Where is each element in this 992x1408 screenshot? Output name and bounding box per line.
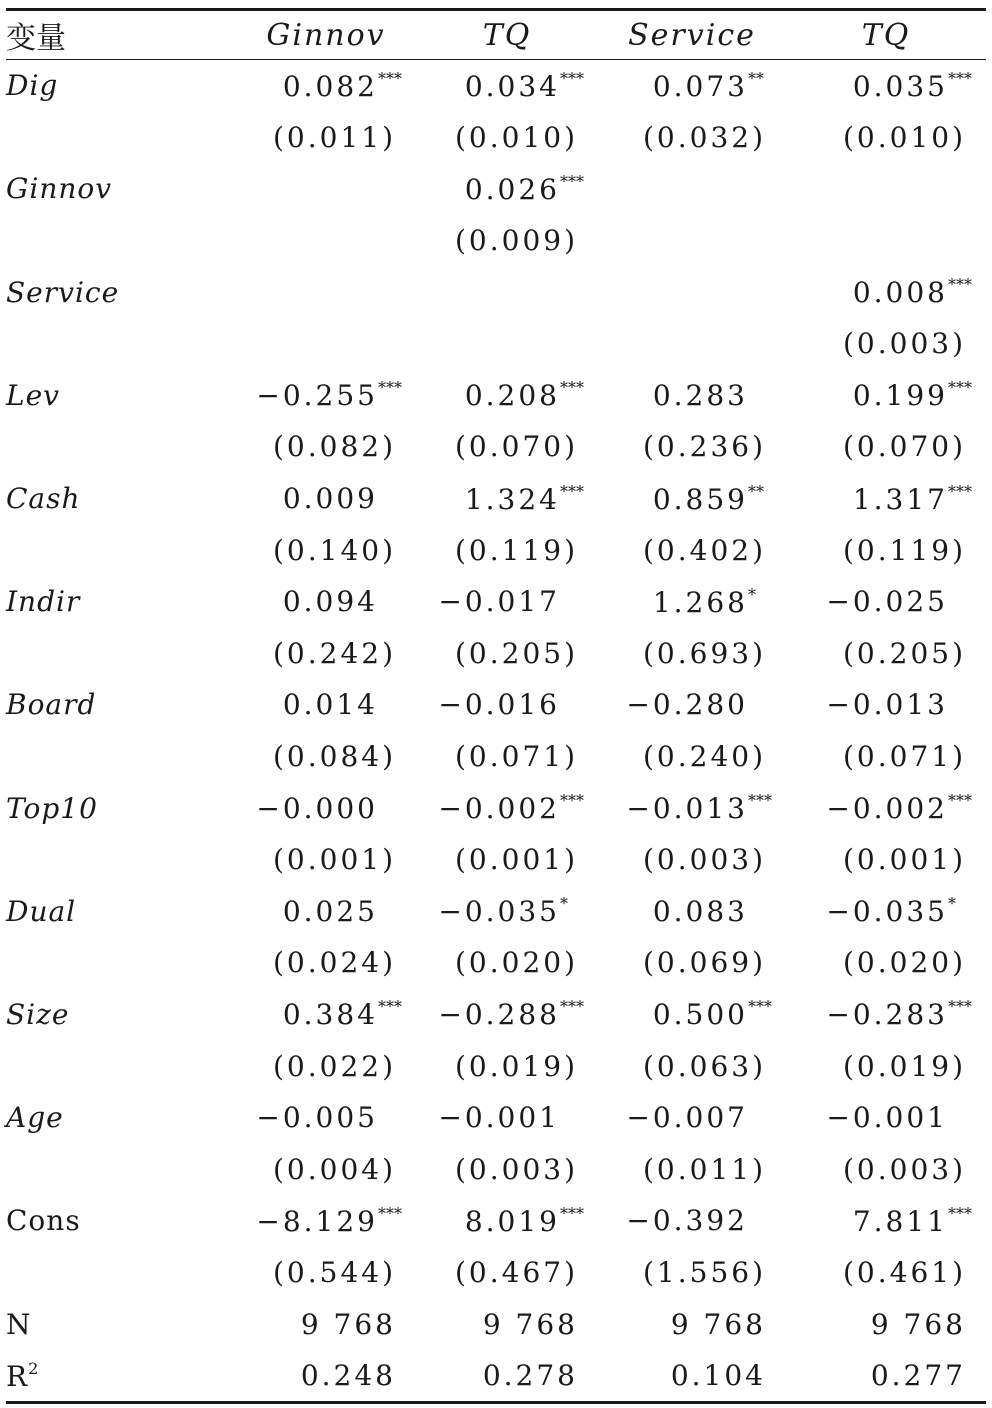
coefficient-value: −0.002 <box>438 792 560 826</box>
coefficient-value: −0.007 <box>626 1101 748 1135</box>
coefficient-cell <box>416 370 598 422</box>
std-error-value: (0.024) <box>272 946 396 980</box>
coefficient-cell <box>598 1195 786 1247</box>
coefficient-cell <box>236 370 416 422</box>
coefficient-value: 0.025 <box>282 894 378 928</box>
coefficient-value: −0.035 <box>826 895 948 929</box>
coefficient-value: −0.392 <box>626 1204 748 1238</box>
coefficient-value: 0.008 <box>852 276 948 310</box>
coefficient-cell <box>598 473 786 525</box>
std-error-cell <box>786 834 986 886</box>
significance-stars: *** <box>948 997 972 1017</box>
header-variable: 变量 <box>6 21 66 56</box>
coefficient-value: 1.268 <box>652 585 748 619</box>
coefficient-value: −0.005 <box>256 1101 378 1135</box>
stat-value: 9 768 <box>670 1307 766 1341</box>
std-error-value: (1.556) <box>642 1255 766 1289</box>
coefficient-cell <box>416 163 598 215</box>
variable-label: Dual <box>6 894 77 928</box>
table-row <box>6 628 986 680</box>
empty-label-cell <box>6 421 236 473</box>
stat-value-cell <box>236 1350 416 1403</box>
std-error-cell <box>598 1143 786 1195</box>
std-error-value: (0.242) <box>272 636 396 670</box>
empty-label-cell <box>6 215 236 267</box>
coefficient-value: 0.009 <box>282 482 378 516</box>
coefficient-value: 0.014 <box>282 688 378 722</box>
std-error-value: (0.020) <box>842 946 966 980</box>
std-error-value: (0.402) <box>642 533 766 567</box>
significance-stars: *** <box>948 378 972 398</box>
stat-value: 0.248 <box>300 1359 396 1393</box>
coefficient-value: −0.280 <box>626 688 748 722</box>
variable-label: Age <box>6 1101 64 1135</box>
std-error-cell <box>236 834 416 886</box>
coefficient-cell <box>236 782 416 834</box>
coefficient-value: −0.288 <box>438 998 560 1032</box>
coefficient-cell <box>236 679 416 731</box>
coefficient-value: −0.255 <box>256 379 378 413</box>
std-error-cell <box>598 628 786 680</box>
stat-row <box>6 1350 986 1403</box>
significance-stars: ** <box>748 481 764 501</box>
coefficient-cell <box>786 679 986 731</box>
std-error-value: (0.001) <box>454 843 578 877</box>
coefficient-value: 1.317 <box>852 482 948 516</box>
std-error-value: (0.205) <box>842 636 966 670</box>
std-error-value: (0.084) <box>272 740 396 774</box>
coefficient-value: 8.019 <box>464 1204 560 1238</box>
empty-label-cell <box>6 731 236 783</box>
table-row <box>6 473 986 525</box>
stat-value-cell <box>598 1298 786 1350</box>
significance-stars: *** <box>378 378 402 398</box>
std-error-value: (0.461) <box>842 1255 966 1289</box>
std-error-cell <box>416 524 598 576</box>
std-error-value: (0.082) <box>272 430 396 464</box>
std-error-cell <box>236 937 416 989</box>
std-error-cell <box>598 1247 786 1299</box>
table-row <box>6 215 986 267</box>
table-row <box>6 266 986 318</box>
std-error-value: (0.003) <box>842 1152 966 1186</box>
variable-label: Indir <box>6 585 81 619</box>
std-error-cell <box>598 421 786 473</box>
coefficient-cell <box>598 782 786 834</box>
variable-label: Cash <box>6 482 81 516</box>
table-body <box>6 60 986 1403</box>
std-error-value: (0.069) <box>642 946 766 980</box>
coefficient-value: −0.025 <box>826 585 948 619</box>
std-error-cell <box>786 628 986 680</box>
empty-label-cell <box>6 1040 236 1092</box>
table-row <box>6 782 986 834</box>
empty-label-cell <box>6 937 236 989</box>
significance-stars: *** <box>948 68 972 88</box>
table-row <box>6 731 986 783</box>
std-error-value: (0.070) <box>842 430 966 464</box>
std-error-cell <box>786 421 986 473</box>
std-error-cell <box>416 937 598 989</box>
coefficient-cell <box>416 473 598 525</box>
std-error-cell <box>236 524 416 576</box>
std-error-value: (0.467) <box>454 1255 578 1289</box>
std-error-cell <box>416 628 598 680</box>
coefficient-value: −0.283 <box>826 998 948 1032</box>
std-error-cell <box>416 1143 598 1195</box>
coefficient-value: 0.073 <box>652 69 748 103</box>
stat-value-cell <box>236 1298 416 1350</box>
std-error-value: (0.032) <box>642 120 766 154</box>
table-row <box>6 421 986 473</box>
table-header <box>6 10 986 60</box>
table-row <box>6 1143 986 1195</box>
std-error-value: (0.010) <box>842 120 966 154</box>
significance-stars: * <box>560 894 568 914</box>
std-error-value: (0.011) <box>642 1152 766 1186</box>
std-error-cell <box>236 215 416 267</box>
std-error-value: (0.009) <box>454 224 578 258</box>
coefficient-cell <box>416 576 598 628</box>
significance-stars: * <box>748 584 756 604</box>
stat-label-superscript: 2 <box>28 1358 40 1378</box>
header-col-3: Service <box>628 17 756 53</box>
coefficient-value: −0.013 <box>826 688 948 722</box>
empty-label-cell <box>6 1143 236 1195</box>
std-error-value: (0.022) <box>272 1049 396 1083</box>
empty-label-cell <box>6 834 236 886</box>
std-error-cell <box>598 1040 786 1092</box>
std-error-value: (0.140) <box>272 533 396 567</box>
coefficient-cell <box>598 1092 786 1144</box>
header-row <box>6 10 986 60</box>
std-error-cell <box>598 318 786 370</box>
stat-row <box>6 1298 986 1350</box>
coefficient-value: 0.384 <box>282 998 378 1032</box>
coefficient-value: −8.129 <box>256 1204 378 1238</box>
std-error-cell <box>786 318 986 370</box>
coefficient-cell <box>236 60 416 112</box>
coefficient-cell <box>236 886 416 938</box>
coefficient-value: −0.013 <box>626 792 748 826</box>
significance-stars: * <box>948 894 956 914</box>
coefficient-value: 0.859 <box>652 482 748 516</box>
std-error-cell <box>236 421 416 473</box>
std-error-cell <box>786 1247 986 1299</box>
variable-label: Dig <box>6 69 59 103</box>
std-error-value: (0.003) <box>642 843 766 877</box>
std-error-cell <box>598 937 786 989</box>
significance-stars: *** <box>560 378 584 398</box>
std-error-value: (0.019) <box>454 1049 578 1083</box>
coefficient-cell <box>786 576 986 628</box>
variable-label: Cons <box>6 1204 81 1238</box>
coefficient-cell <box>786 473 986 525</box>
stat-value: 0.104 <box>670 1359 766 1393</box>
table-row <box>6 937 986 989</box>
coefficient-cell <box>416 782 598 834</box>
significance-stars: *** <box>560 171 584 191</box>
coefficient-cell <box>236 473 416 525</box>
table-row <box>6 576 986 628</box>
coefficient-cell <box>598 989 786 1041</box>
coefficient-cell <box>236 1092 416 1144</box>
stat-label-text: N <box>6 1307 32 1341</box>
std-error-value: (0.011) <box>272 120 396 154</box>
coefficient-value: 0.094 <box>282 585 378 619</box>
table-row <box>6 1195 986 1247</box>
significance-stars: *** <box>378 1203 402 1223</box>
coefficient-cell <box>786 1092 986 1144</box>
std-error-cell <box>236 731 416 783</box>
stat-label <box>6 1298 236 1350</box>
std-error-value: (0.003) <box>842 327 966 361</box>
significance-stars: *** <box>560 68 584 88</box>
significance-stars: *** <box>378 68 402 88</box>
std-error-cell <box>416 834 598 886</box>
table-row <box>6 163 986 215</box>
significance-stars: *** <box>378 997 402 1017</box>
coefficient-cell <box>786 886 986 938</box>
variable-label: Lev <box>6 378 60 412</box>
std-error-cell <box>598 215 786 267</box>
std-error-cell <box>416 731 598 783</box>
std-error-cell <box>786 112 986 164</box>
significance-stars: *** <box>560 1203 584 1223</box>
stat-value-cell <box>416 1298 598 1350</box>
table-row <box>6 1247 986 1299</box>
stat-value: 9 768 <box>870 1307 966 1341</box>
stat-value-cell <box>598 1350 786 1403</box>
significance-stars: *** <box>948 481 972 501</box>
table-row <box>6 989 986 1041</box>
stat-value-cell <box>786 1350 986 1403</box>
std-error-value: (0.119) <box>454 533 578 567</box>
table-row <box>6 834 986 886</box>
table-row <box>6 524 986 576</box>
stat-label-text: R <box>6 1359 29 1393</box>
std-error-value: (0.001) <box>842 843 966 877</box>
std-error-cell <box>416 112 598 164</box>
std-error-cell <box>786 731 986 783</box>
coefficient-cell <box>598 163 786 215</box>
coefficient-value: −0.016 <box>438 688 560 722</box>
coefficient-cell <box>236 989 416 1041</box>
std-error-value: (0.119) <box>842 533 966 567</box>
variable-label: Size <box>6 997 70 1031</box>
std-error-cell <box>786 1143 986 1195</box>
table-row <box>6 370 986 422</box>
coefficient-cell <box>416 679 598 731</box>
coefficient-cell <box>786 266 986 318</box>
empty-label-cell <box>6 318 236 370</box>
std-error-cell <box>416 215 598 267</box>
significance-stars: *** <box>748 791 772 811</box>
std-error-value: (0.205) <box>454 636 578 670</box>
coefficient-cell <box>416 1092 598 1144</box>
significance-stars: *** <box>748 997 772 1017</box>
stat-value: 9 768 <box>482 1307 578 1341</box>
std-error-value: (0.071) <box>454 740 578 774</box>
std-error-cell <box>416 421 598 473</box>
std-error-value: (0.071) <box>842 740 966 774</box>
std-error-cell <box>416 318 598 370</box>
coefficient-value: 7.811 <box>852 1204 948 1238</box>
significance-stars: *** <box>560 481 584 501</box>
std-error-value: (0.063) <box>642 1049 766 1083</box>
coefficient-value: −0.001 <box>438 1101 560 1135</box>
coefficient-value: 0.500 <box>652 998 748 1032</box>
table-row <box>6 679 986 731</box>
empty-label-cell <box>6 628 236 680</box>
coefficient-value: −0.000 <box>256 791 378 825</box>
std-error-value: (0.001) <box>272 843 396 877</box>
stat-label <box>6 1350 236 1403</box>
stat-value: 0.277 <box>870 1359 966 1393</box>
significance-stars: *** <box>948 1203 972 1223</box>
stat-value: 0.278 <box>482 1359 578 1393</box>
std-error-value: (0.004) <box>272 1152 396 1186</box>
std-error-value: (0.070) <box>454 430 578 464</box>
std-error-cell <box>236 1247 416 1299</box>
std-error-value: (0.010) <box>454 120 578 154</box>
coefficient-value: 0.208 <box>464 379 560 413</box>
header-col-1: Ginnov <box>266 17 386 53</box>
std-error-cell <box>416 1247 598 1299</box>
std-error-cell <box>236 1040 416 1092</box>
regression-table <box>6 8 986 1404</box>
coefficient-cell <box>598 679 786 731</box>
coefficient-cell <box>416 989 598 1041</box>
coefficient-value: −0.002 <box>826 792 948 826</box>
header-col-2: TQ <box>482 17 532 53</box>
std-error-value: (0.240) <box>642 740 766 774</box>
significance-stars: *** <box>948 791 972 811</box>
coefficient-value: 0.083 <box>652 894 748 928</box>
coefficient-cell <box>598 60 786 112</box>
coefficient-value: −0.001 <box>826 1101 948 1135</box>
coefficient-cell <box>236 576 416 628</box>
stat-value-cell <box>786 1298 986 1350</box>
significance-stars: *** <box>560 791 584 811</box>
stat-value-cell <box>416 1350 598 1403</box>
std-error-cell <box>786 524 986 576</box>
std-error-value: (0.020) <box>454 946 578 980</box>
table-row <box>6 1040 986 1092</box>
coefficient-cell <box>598 266 786 318</box>
std-error-cell <box>598 731 786 783</box>
coefficient-cell <box>236 163 416 215</box>
empty-label-cell <box>6 524 236 576</box>
std-error-value: (0.019) <box>842 1049 966 1083</box>
coefficient-cell <box>786 1195 986 1247</box>
std-error-cell <box>416 1040 598 1092</box>
std-error-value: (0.544) <box>272 1255 396 1289</box>
coefficient-value: 0.199 <box>852 379 948 413</box>
coefficient-value: −0.035 <box>438 895 560 929</box>
table-row <box>6 60 986 112</box>
std-error-cell <box>786 1040 986 1092</box>
std-error-cell <box>598 524 786 576</box>
coefficient-cell <box>598 370 786 422</box>
coefficient-cell <box>416 266 598 318</box>
coefficient-value: 0.082 <box>282 69 378 103</box>
coefficient-cell <box>236 1195 416 1247</box>
coefficient-value: 0.034 <box>464 69 560 103</box>
stat-value: 9 768 <box>300 1307 396 1341</box>
coefficient-cell <box>786 989 986 1041</box>
coefficient-cell <box>598 886 786 938</box>
std-error-cell <box>598 834 786 886</box>
std-error-cell <box>786 937 986 989</box>
table-row <box>6 886 986 938</box>
significance-stars: ** <box>748 68 764 88</box>
coefficient-cell <box>416 60 598 112</box>
empty-label-cell <box>6 1247 236 1299</box>
coefficient-cell <box>416 886 598 938</box>
coefficient-value: 0.035 <box>852 69 948 103</box>
std-error-cell <box>236 112 416 164</box>
coefficient-cell <box>416 1195 598 1247</box>
coefficient-value: 0.283 <box>652 378 748 412</box>
std-error-value: (0.693) <box>642 636 766 670</box>
variable-label: Ginnov <box>6 172 113 206</box>
coefficient-value: 0.026 <box>464 172 560 206</box>
std-error-cell <box>786 215 986 267</box>
std-error-cell <box>236 628 416 680</box>
std-error-value: (0.236) <box>642 430 766 464</box>
header-col-4: TQ <box>861 17 911 53</box>
std-error-cell <box>236 1143 416 1195</box>
coefficient-cell <box>598 576 786 628</box>
std-error-cell <box>598 112 786 164</box>
coefficient-value: −0.017 <box>438 585 560 619</box>
variable-label: Service <box>6 275 120 309</box>
coefficient-cell <box>786 163 986 215</box>
variable-label: Top10 <box>6 791 98 825</box>
std-error-value: (0.003) <box>454 1152 578 1186</box>
coefficient-cell <box>786 782 986 834</box>
table-row <box>6 318 986 370</box>
variable-label: Board <box>6 688 97 722</box>
table-row <box>6 112 986 164</box>
coefficient-cell <box>786 60 986 112</box>
coefficient-cell <box>786 370 986 422</box>
table-row <box>6 1092 986 1144</box>
significance-stars: *** <box>948 275 972 295</box>
coefficient-value: 1.324 <box>464 482 560 516</box>
std-error-cell <box>236 318 416 370</box>
empty-label-cell <box>6 112 236 164</box>
coefficient-cell <box>236 266 416 318</box>
significance-stars: *** <box>560 997 584 1017</box>
